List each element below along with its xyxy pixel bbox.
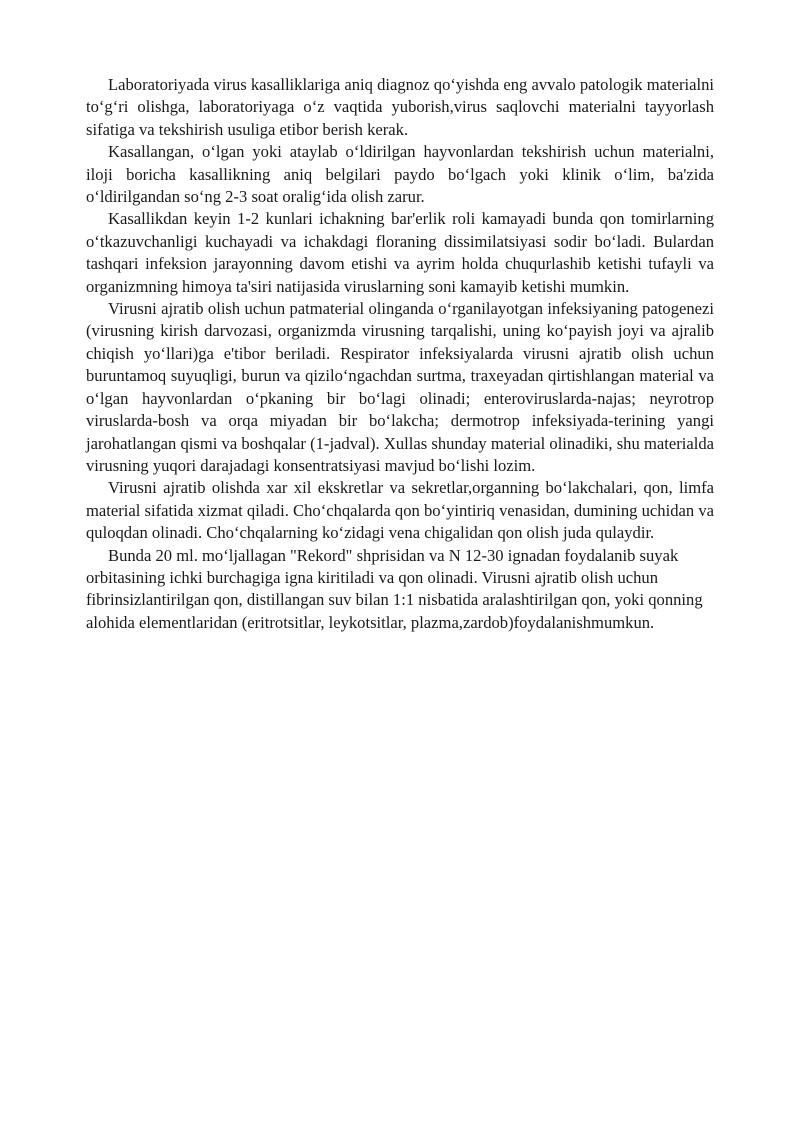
paragraph-1: Laboratoriyada virus kasalliklariga aniq diagnoz qo‘yishda eng avvalo patologik materialni to‘g‘ri olishga, laboratoriyaga o‘z vaqtida yuborish,virus saqlovchi materialni tayyorlash sifatiga va tekshirish usuliga etibor berish kerak. xyxy=(86,75,714,139)
paragraph-2: Kasallangan, o‘lgan yoki ataylab o‘ldirilgan hayvonlardan tekshirish uchun materialni, iloji boricha kasallikning aniq belgilari paydo bo‘lgach yoki klinik o‘lim, ba'zida o‘ldirilgandan so‘ng 2-3 soat oralig‘ida olish zarur. xyxy=(86,142,714,207)
paragraph-4: Virusni ajratib olish uchun patmaterial olinganda o‘rganilayotgan infeksiyaning patogenezi (virusning kirish darvozasi, organizmda virusning tarqalishi, uning ko‘payish joyi va ajralib chiqish yo‘llari)ga e'tibor beriladi. Respirator infeksiyalarda virusni ajratib olish uchun buruntamoq suyuqligi, burun va qizilo‘ngachdan surtma, traxeyadan qirtishlangan material va o‘lgan hayvonlardan o‘pkaning bir bo‘lagi olinadi; enteroviruslarda-najas; neyrotrop viruslarda-bosh va orqa miyadan bir bo‘lakcha; dermotrop infeksiyada-terining yangi jarohatlangan qismi va boshqalar (1-jadval). Xullas shunday material olinadiki, shu materialda virusning yuqori darajadagi konsentratsiyasi mavjud bo‘lishi lozim. xyxy=(86,299,714,475)
document-page xyxy=(86,74,714,634)
paragraph-5: Virusni ajratib olishda xar xil ekskretlar va sekretlar,organning bo‘lakchalari, qon, limfa material sifatida xizmat qiladi. Cho‘chqalarda qon bo‘yintiriq venasidan, dumining uchidan va quloqdan olinadi. Cho‘chqalarning ko‘zidagi vena chigalidan qon olish juda qulaydir. xyxy=(86,478,714,543)
paragraph-6: Bunda 20 ml. mo‘ljallagan "Rekord" shprisidan va N 12-30 ignadan foydalanib suyak orbitasining ichki burchagiga igna kiritiladi va qon olinadi. Virusni ajratib olish uchun fibrinsizlantirilgan qon, distillangan suv bilan 1:1 nisbatida aralashtirilgan qon, yoki qonning alohida elementlaridan (eritrotsitlar, leykotsitlar, plazma,zardob)foydalanishmumkun. xyxy=(86,545,703,632)
paragraph-3: Kasallikdan keyin 1-2 kunlari ichakning bar'erlik roli kamayadi bunda qon tomirlarning o‘tkazuvchanligi kuchayadi va ichakdagi floraning dissimilatsiyasi sodir bo‘ladi. Bulardan tashqari infeksion jarayonning davom etishi va ayrim holda chuqurlashib ketishi tufayli va organizmning himoya ta'siri natijasida viruslarning soni kamayib ketishi mumkin. xyxy=(86,209,714,296)
